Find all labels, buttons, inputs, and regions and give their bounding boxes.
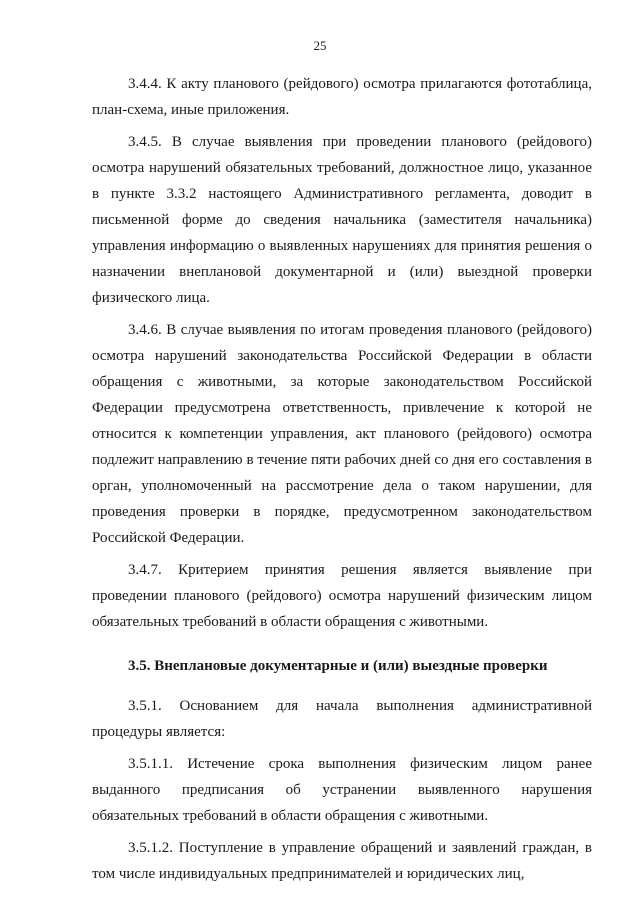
- page-body: [92, 71, 592, 887]
- paragraph-3-5-1-2: 3.5.1.2. Поступление в управление обращений и заявлений граждан, в том числе индивидуальных предпринимателей и юридических лиц,: [92, 840, 592, 882]
- paragraph-3-4-7: 3.4.7. Критерием принятия решения является выявление при проведении планового (рейдового) осмотра нарушений физическим лицом обязательных требований в области обращения с животными.: [92, 562, 592, 630]
- paragraph-3-5-1-1: 3.5.1.1. Истечение срока выполнения физическим лицом ранее выданного предписания об устранении выявленного нарушения обязательных требований в области обращения с животными.: [92, 756, 592, 824]
- paragraph-3-4-5: 3.4.5. В случае выявления при проведении планового (рейдового) осмотра нарушений обязательных требований, должностное лицо, указанное в пункте 3.3.2 настоящего Административного регламента, доводит в письменной форме до сведения начальника (заместителя начальника) управления информацию о выявленных нарушениях для принятия решения о назначении внеплановой документарной и (или) выездной проверки физического лица.: [92, 134, 592, 306]
- page-number: 25: [313, 38, 327, 53]
- paragraph-3-4-6: 3.4.6. В случае выявления по итогам проведения планового (рейдового) осмотра нарушений законодательства Российской Федерации в области обращения с животными, за которые законодательством Российской Федерации предусмотрена ответственность, привлечение к которой не относится к компетенции управления, акт планового (рейдового) осмотра подлежит направлению в течение пяти рабочих дней со дня его составления в орган, уполномоченный на рассмотрение дела о таком нарушении, для проведения проверки в порядке, предусмотренном законодательством Российской Федерации.: [92, 322, 592, 546]
- paragraph-3-4-4: 3.4.4. К акту планового (рейдового) осмотра прилагаются фототаблица, план-схема, иные приложения.: [92, 76, 592, 118]
- paragraph-3-5-1: 3.5.1. Основанием для начала выполнения административной процедуры является:: [92, 698, 592, 740]
- section-heading-3-5: 3.5. Внеплановые документарные и (или) выездные проверки: [128, 658, 548, 674]
